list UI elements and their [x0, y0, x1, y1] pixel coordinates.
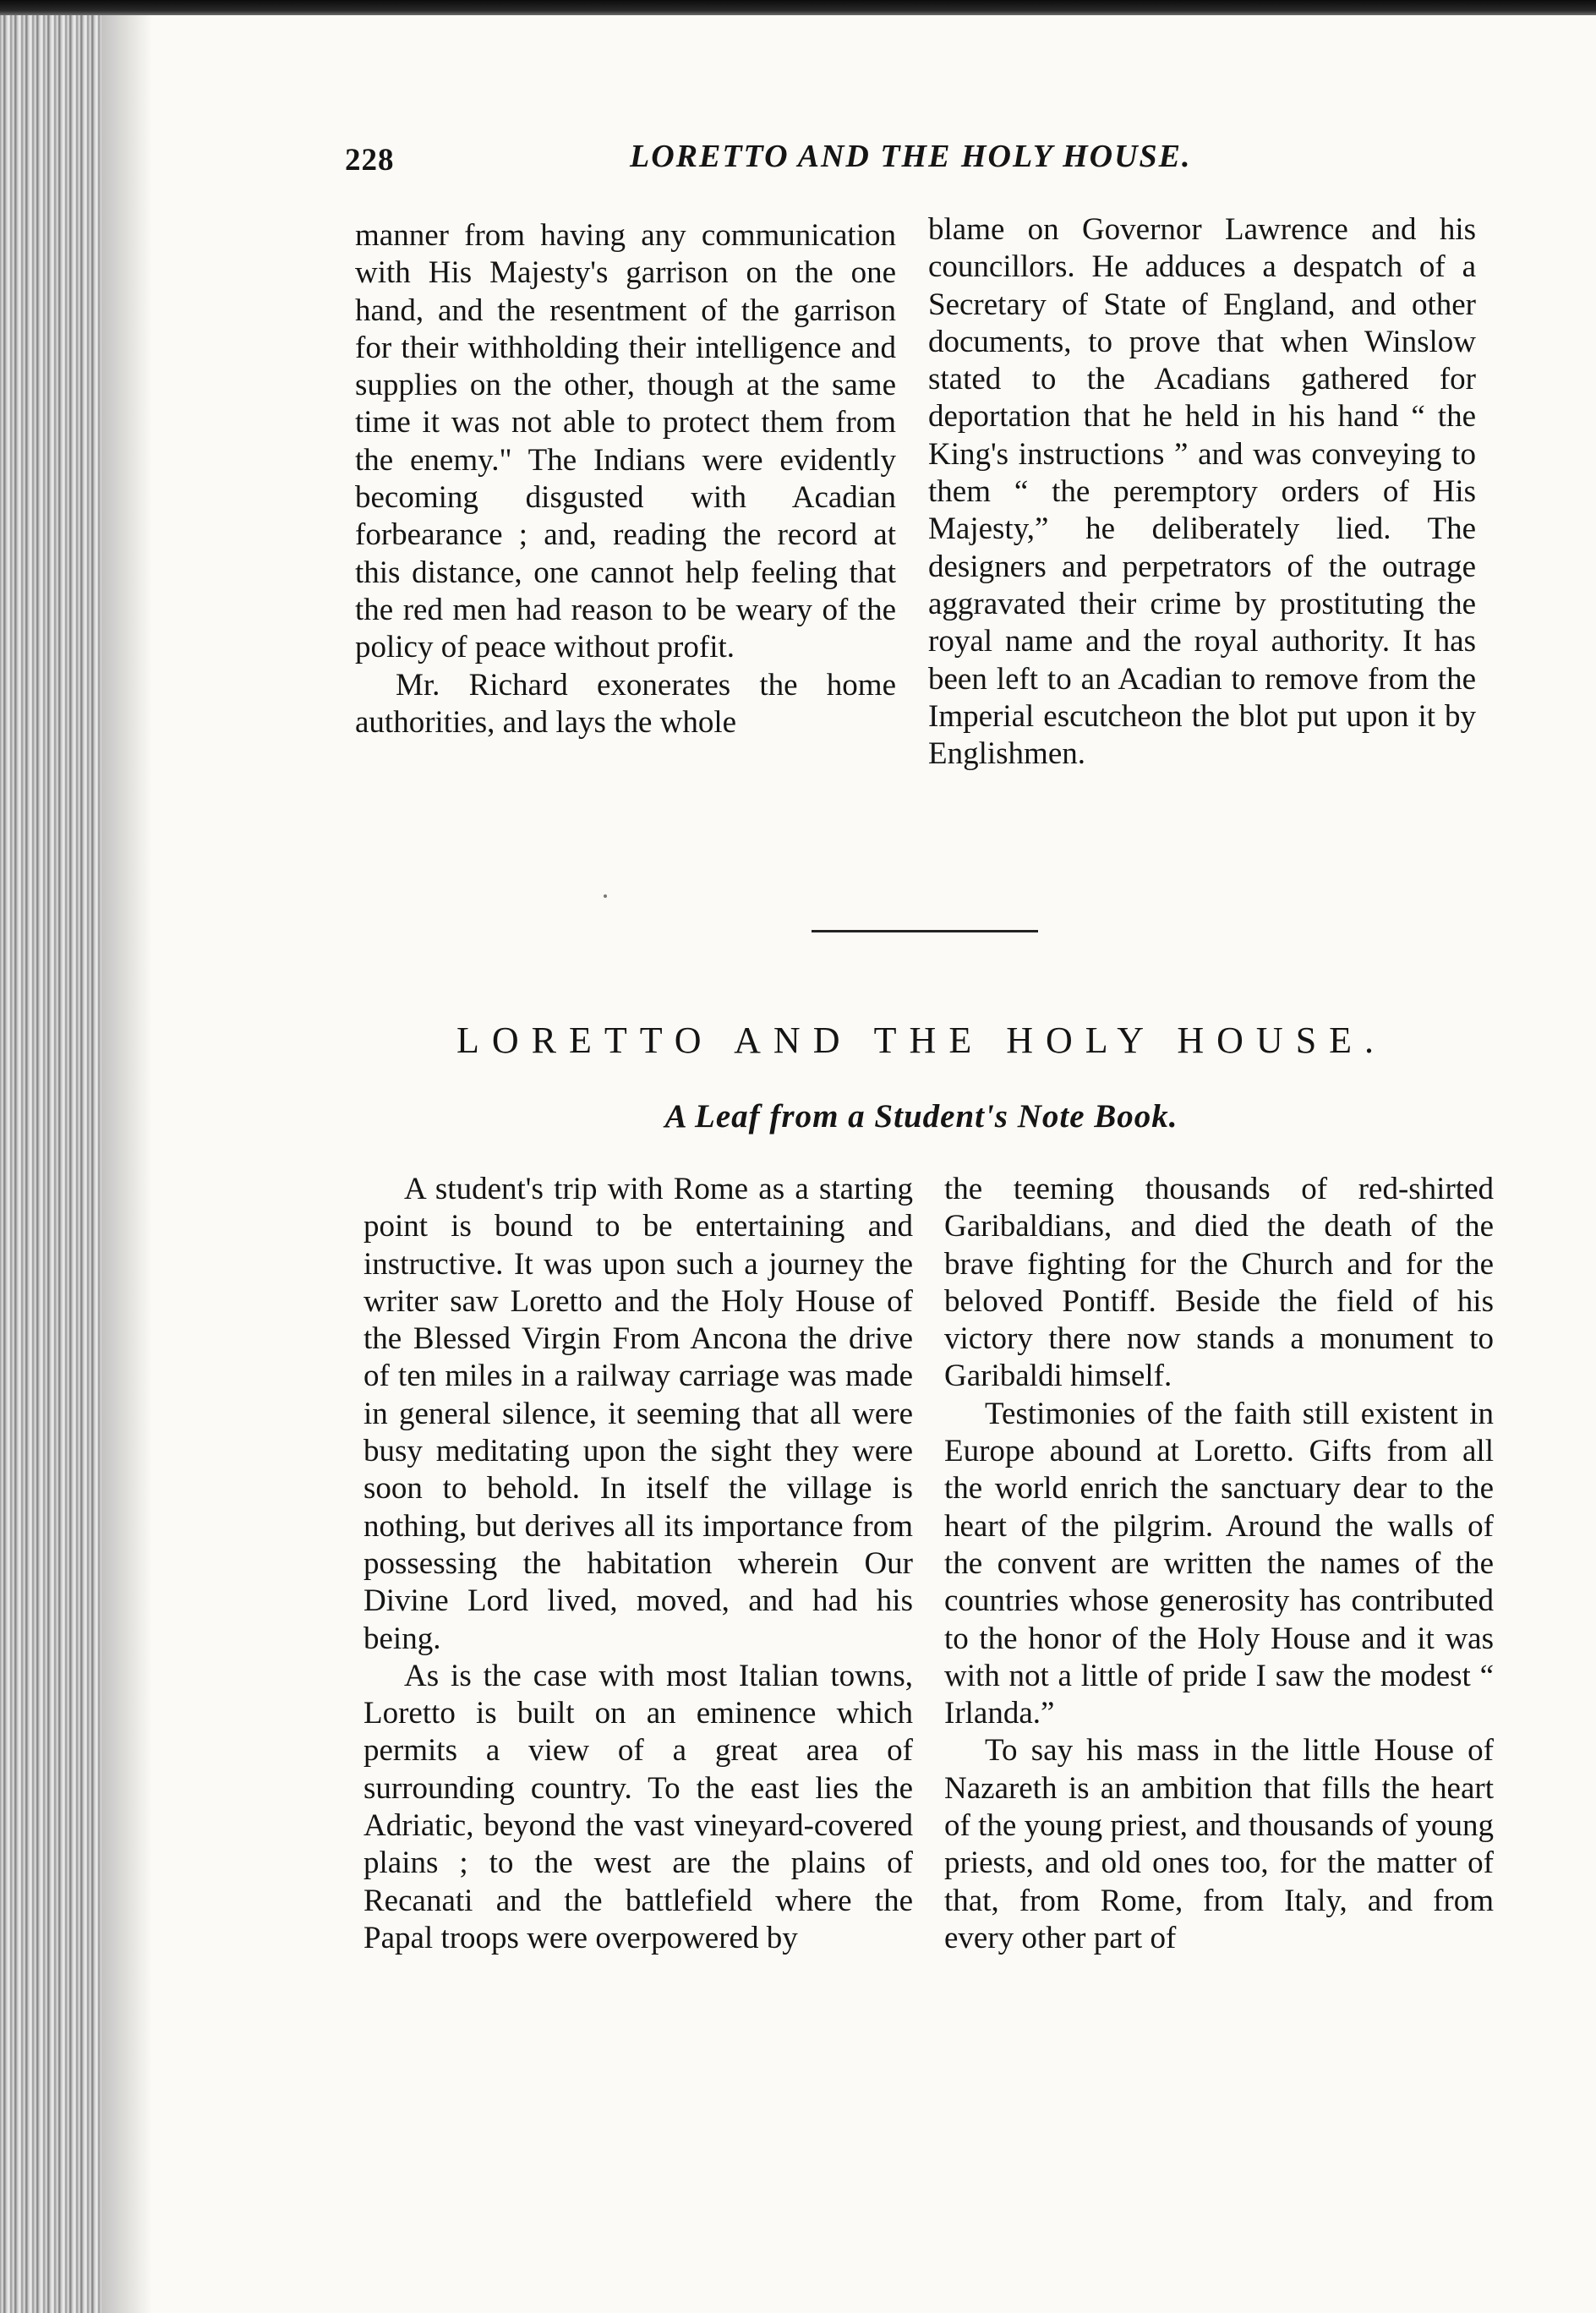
article-subtitle: A Leaf from a Student's Note Book. — [664, 1098, 1178, 1135]
paragraph: manner from having any communication with His Majesty's garrison on the one hand, and the resentment of the garrison for their withholding their intelligence and supplies on the other, though at the same time it was not able to protect them from the enemy." The Indians were evidently becoming disgusted with Acadian forbearance ; and, reading the record at this distance, one cannot help feeling that the red men had reason to be weary of the policy of peace without profit. — [355, 218, 896, 665]
paragraph: To say his mass in the little House of Nazareth is an ambition that fills the heart of the young priest, and thousands of young priests, and old ones too, for the matter of that, from Rome, from Italy, and from every other part of — [944, 1733, 1494, 1955]
page-number: 228 — [345, 143, 395, 178]
scan-top-edge — [0, 0, 1596, 15]
paragraph: the teeming thousands of red-shirted Garibaldians, and died the death of the brave fighting for the Church and for the beloved Pontiff. Beside the field of his victory there now stands a monument to Garibaldi himself. — [944, 1172, 1494, 1394]
gutter-shadow — [101, 15, 152, 2313]
book-page-edges — [0, 15, 101, 2313]
section-divider-rule — [812, 930, 1038, 932]
article-column-left — [363, 1171, 913, 1957]
article-title: LORETTO AND THE HOLY HOUSE. — [456, 1020, 1387, 1061]
paragraph: blame on Governor Lawrence and his councillors. He adduces a despatch of a Secretary of State of England, and other documents, to prove that when Winslow stated to the Acadians gathered for deportation that he held in his hand “ the King's instructions ” and was conveying to them “ the peremptory orders of His Majesty,” he deliberately lied. The designers and perpetrators of the outrage aggravated their crime by prostituting the royal name and the royal authority. It has been left to an Acadian to remove from the Imperial escutcheon the blot put upon it by Englishmen. — [928, 212, 1476, 772]
paragraph: Testimonies of the faith still existent in Europe abound at Loretto. Gifts from all the world enrich the sanctuary dear to the heart of the pilgrim. Around the walls of the convent are written the names of the countries whose generosity has contributed to the honor of the Holy House and it was with not a little of pride I saw the modest “ Irlanda.” — [944, 1396, 1494, 1731]
paragraph: Mr. Richard exonerates the home authorities, and lays the whole — [355, 667, 896, 740]
previous-article-column-right — [928, 211, 1476, 773]
scan-speck — [604, 894, 607, 898]
paragraph: A student's trip with Rome as a starting point is bound to be entertaining and instructive. It was upon such a journey the writer saw Loretto and the Holy House of the Blessed Virgin From Ancona the drive of ten miles in a railway carriage was made in general silence, it seeming that all were busy meditating upon the sight they were soon to behold. In itself the village is nothing, but derives all its importance from possessing the habitation wherein Our Divine Lord lived, moved, and had his being. — [363, 1172, 913, 1656]
paragraph: As is the case with most Italian towns, Loretto is built on an eminence which permits a view of a great area of surrounding country. To the east lies the Adriatic, beyond the vast vineyard-covered plains ; to the west are the plains of Recanati and the battlefield where the Papal troops were overpowered by — [363, 1658, 913, 1955]
previous-article-column-left — [355, 217, 896, 741]
article-column-right — [944, 1171, 1494, 1957]
running-head: LORETTO AND THE HOLY HOUSE. — [630, 139, 1192, 174]
